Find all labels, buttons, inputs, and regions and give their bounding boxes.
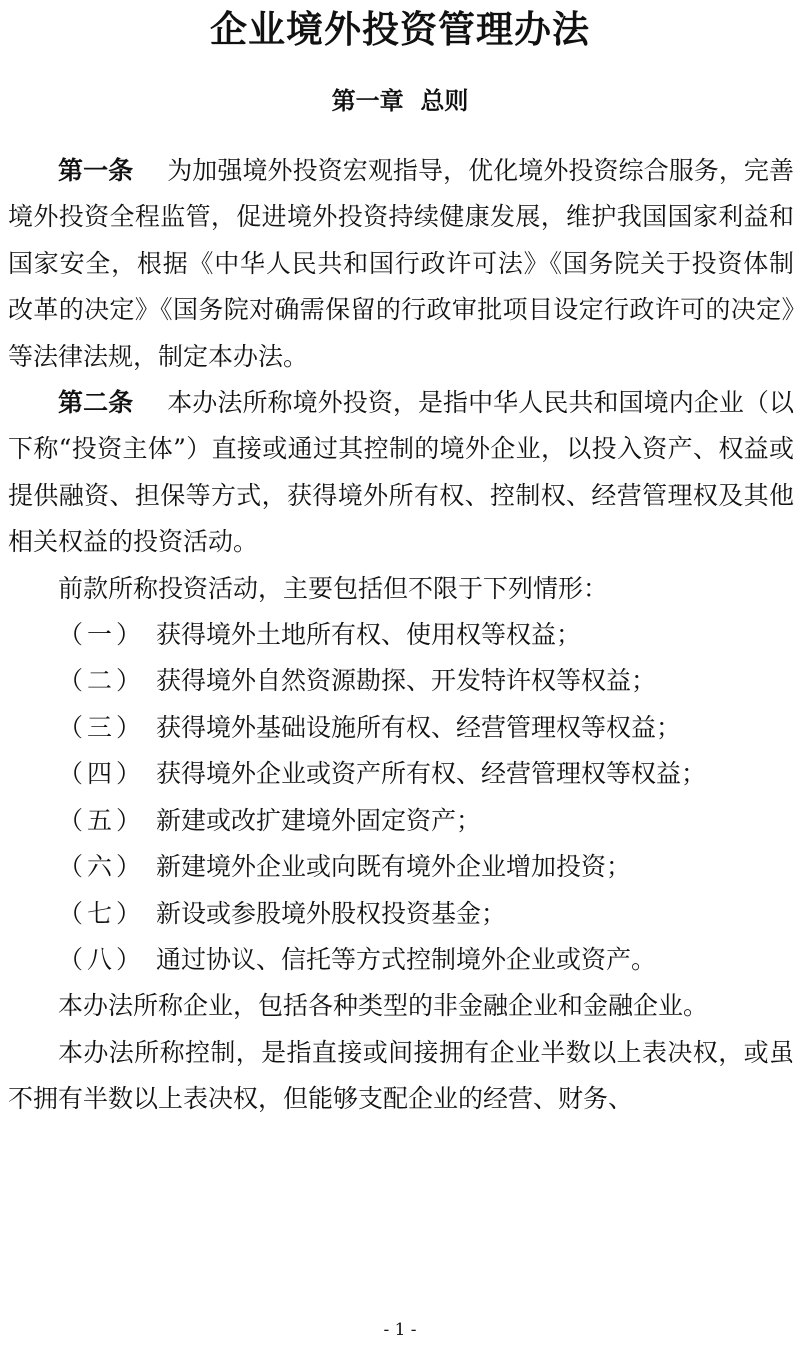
list-item-number: （四） [58, 759, 146, 789]
list-item-number: （八） [58, 944, 146, 974]
list-item-text: 新建境外企业或向既有境外企业增加投资； [156, 852, 632, 882]
list-item [8, 798, 794, 844]
page-number: - 1 - [383, 1320, 417, 1340]
list-item-number: （七） [58, 898, 146, 928]
list-item-text: 新设或参股境外股权投资基金； [156, 898, 507, 928]
list-item [8, 751, 794, 797]
list-item-number: （五） [58, 805, 146, 835]
list-item-text: 获得境外企业或资产所有权、经营管理权等权益； [156, 759, 707, 789]
article-1-text: 为加强境外投资宏观指导，优化境外投资综合服务，完善境外投资全程监管，促进境外投资持续健康发展，维护我国国家利益和国家安全，根据《中华人民共和国行政许可法》《国务院关于投资体制改革的决定》《国务院对确需保留的行政审批项目设定行政许可的决定》等法律法规，制定本办法。 [8, 156, 794, 371]
list-item [8, 658, 794, 704]
article-1-paragraph [8, 148, 794, 380]
list-item-text: 获得境外土地所有权、使用权等权益； [156, 620, 582, 650]
investment-activities-intro: 前款所称投资活动，主要包括但不限于下列情形： [58, 573, 609, 603]
list-item-number: （六） [58, 852, 146, 882]
article-2-paragraph [8, 380, 794, 566]
list-item-text: 获得境外基础设施所有权、经营管理权等权益； [156, 712, 682, 742]
list-item [8, 705, 794, 751]
control-definition-paragraph: 本办法所称控制，是指直接或间接拥有企业半数以上表决权，或虽不拥有半数以上表决权，但能够支配企业的经营、财务、 [8, 1037, 794, 1114]
list-item [8, 937, 794, 983]
list-item [8, 891, 794, 937]
list-item-text: 通过协议、信托等方式控制境外企业或资产。 [156, 944, 657, 974]
list-item [8, 844, 794, 890]
chapter-heading: 第一章 总则 [331, 87, 469, 115]
list-item-number: （三） [58, 712, 146, 742]
list-item-text: 新建或改扩建境外固定资产； [156, 805, 482, 835]
list-item-number: （一） [58, 620, 146, 650]
article-2-label: 第二条 [58, 388, 134, 418]
article-2-text: 本办法所称境外投资，是指中华人民共和国境内企业（以下称“投资主体”）直接或通过其控制的境外企业，以投入资产、权益或提供融资、担保等方式，获得境外所有权、控制权、经营管理权及其他相关权益的投资活动。 [8, 388, 794, 557]
list-item [8, 612, 794, 658]
list-item-number: （二） [58, 666, 146, 696]
enterprise-definition-paragraph: 本办法所称企业，包括各种类型的非金融企业和金融企业。 [58, 991, 709, 1021]
list-item-text: 获得境外自然资源勘探、开发特许权等权益； [156, 666, 657, 696]
document-body [8, 148, 794, 1123]
article-1-label: 第一条 [58, 156, 134, 185]
document-title: 企业境外投资管理办法 [210, 7, 590, 51]
